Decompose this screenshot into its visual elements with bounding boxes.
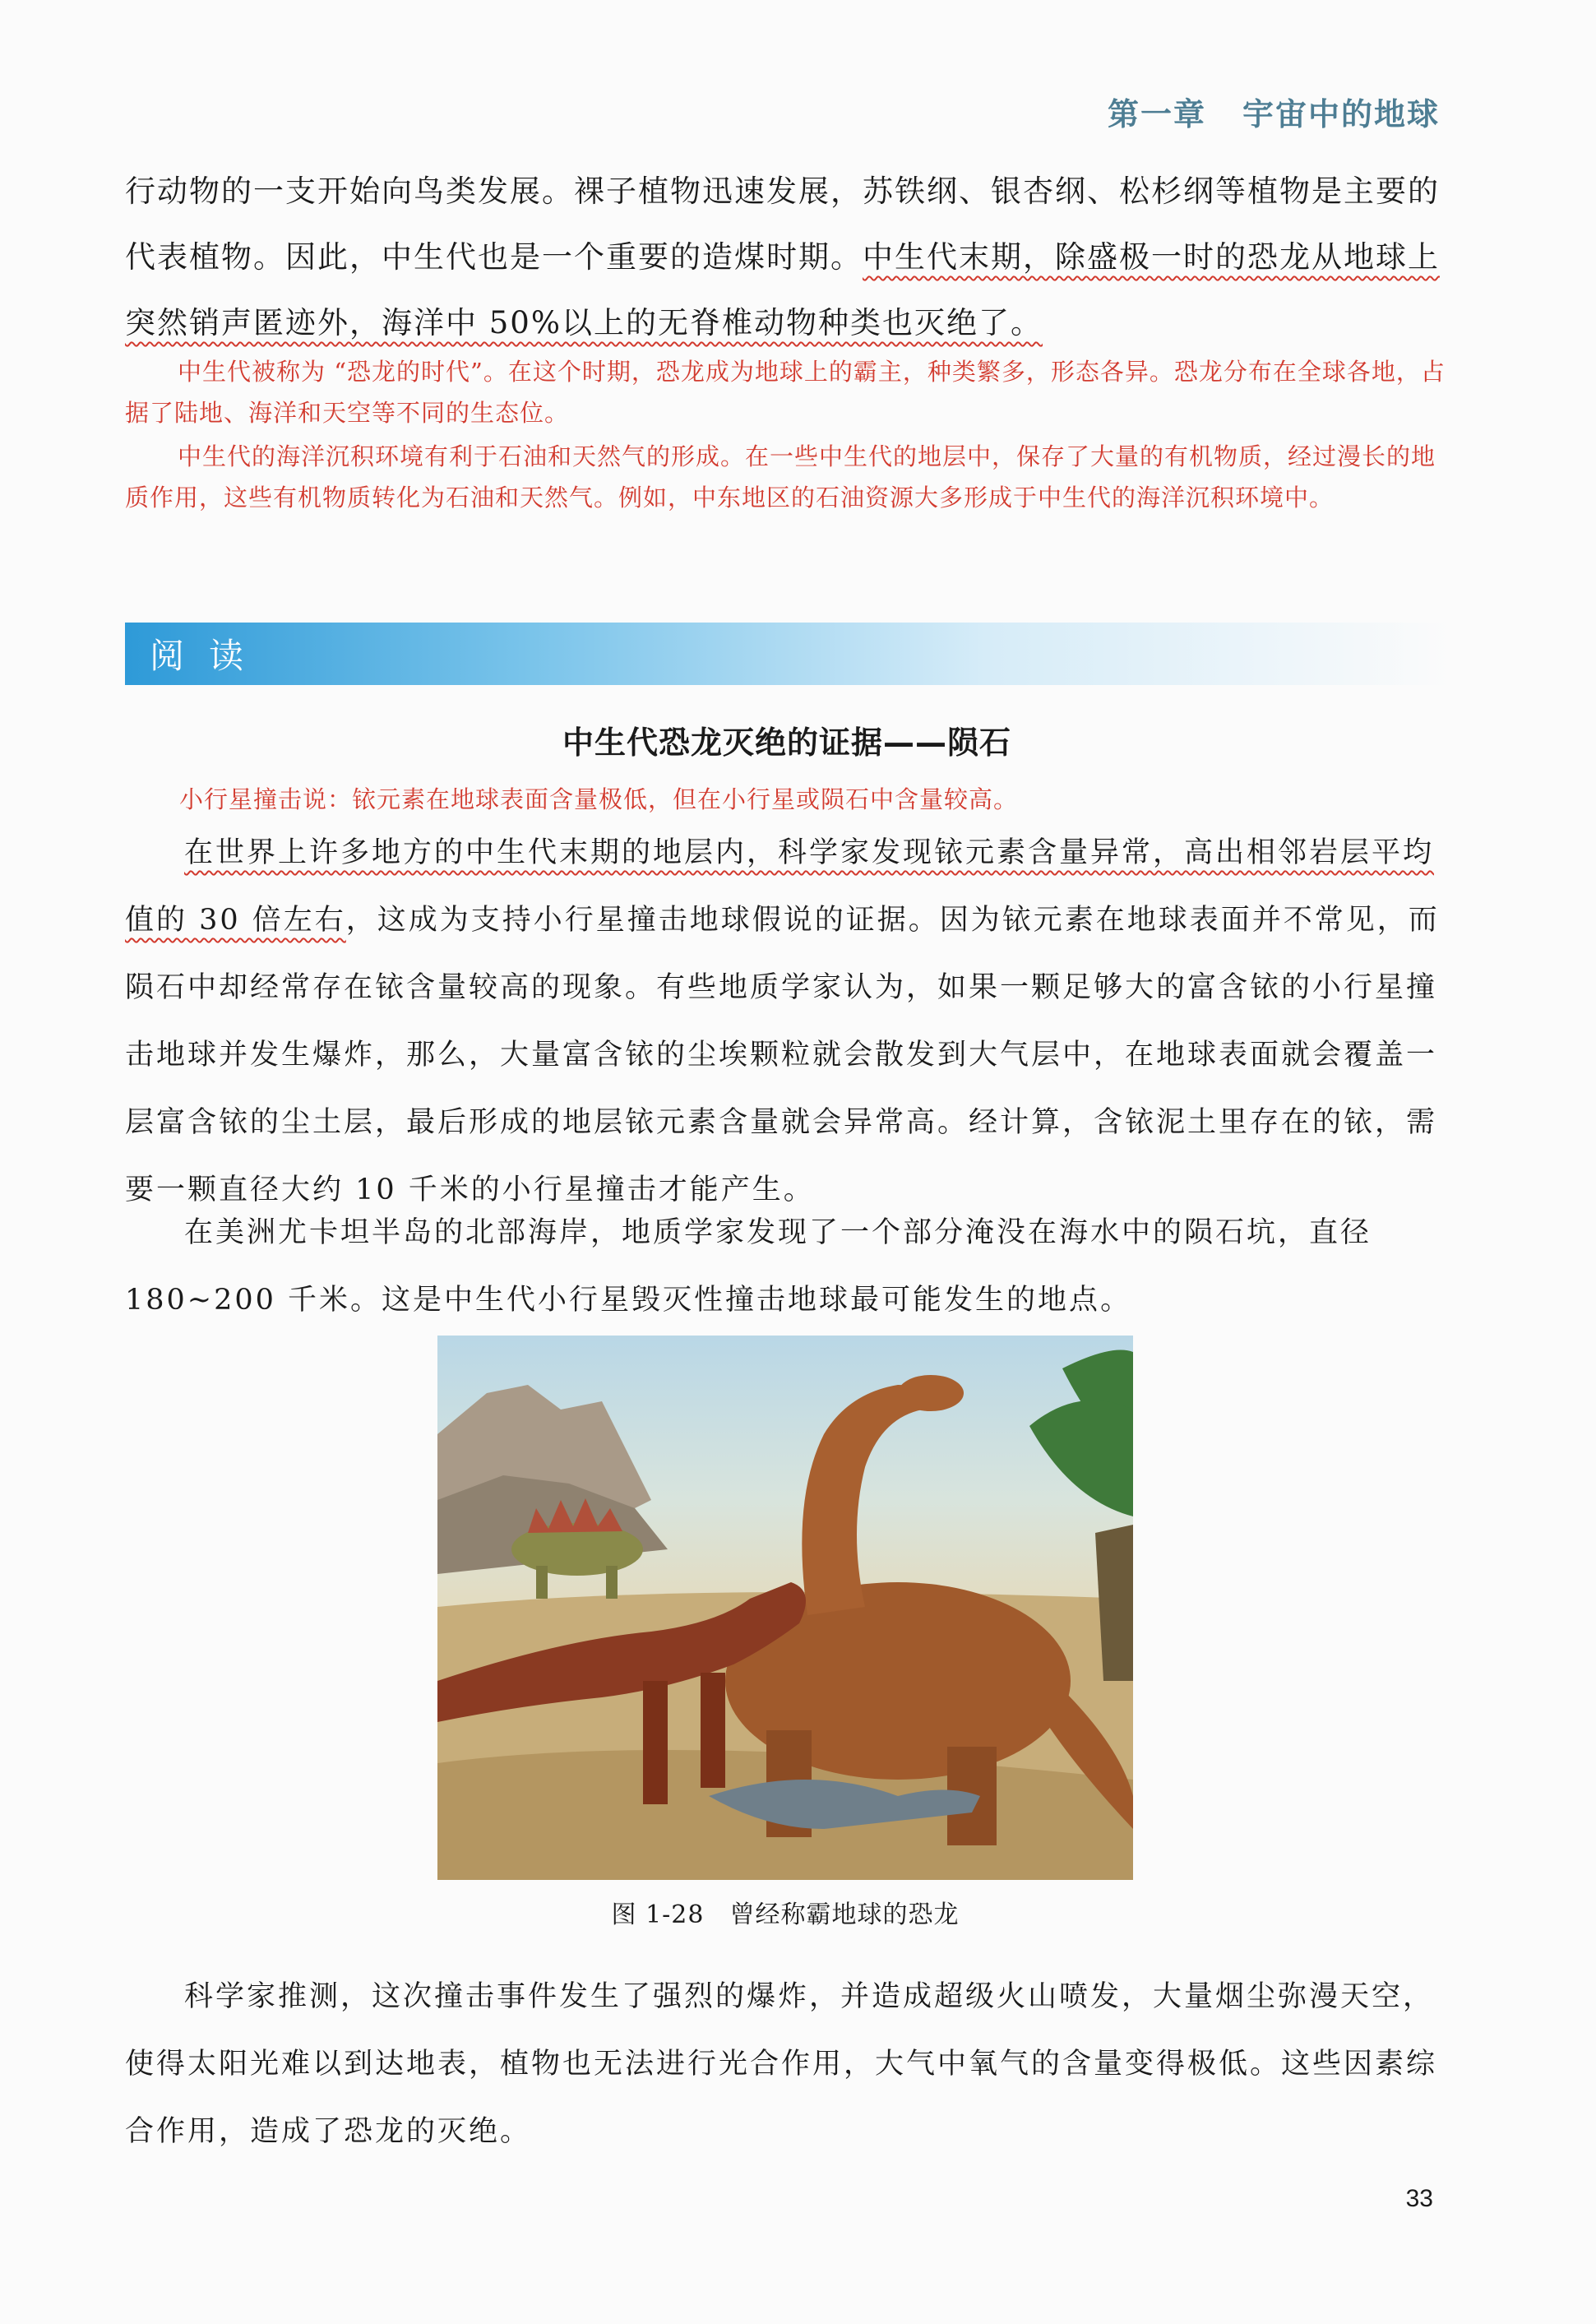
reading-label: 阅读 (150, 636, 269, 676)
reading-paragraph-text: 科学家推测，这次撞击事件发生了强烈的爆炸，并造成超级火山喷发，大量烟尘弥漫天空，使得太阳光难以到达地表，植物也无法进行光合作用，大气中氧气的含量变得极低。这些因素综合作用，造成了恐龙的灭绝。 (125, 1980, 1438, 2148)
underlined-evidence: 在世界上许多地方的中生代末期的地层内，科学家发现铱元素含量异常，高出相邻岩层平均值的 30 倍左右 (125, 836, 1435, 937)
annotation-text: 中生代的海洋沉积环境有利于石油和天然气的形成。在一些中生代的地层中，保存了大量的有机物质，经过漫长的地质作用，这些有机物质转化为石油和天然气。例如，中东地区的石油资源大多形成于中生代的海洋沉积环境中。 (125, 442, 1436, 512)
article-title: 中生代恐龙灭绝的证据——陨石 (562, 725, 1011, 761)
underlined-sentence: 中生代末期，除盛极一时的恐龙从地球上突然销声匿迹外，海洋中 50%以上的无脊椎动物种类也灭绝了。 (125, 239, 1440, 340)
top-paragraph (125, 159, 1446, 356)
reading-paragraph (125, 1963, 1446, 2165)
annotation-note (125, 351, 1449, 433)
dinosaur-image (437, 1336, 1133, 1880)
figure-caption: 图 1-28 曾经称霸地球的恐龙 (611, 1900, 960, 1929)
page-number: 33 (1405, 2185, 1433, 2212)
top-paragraph-text: 行动物的一支开始向鸟类发展。裸子植物迅速发展，苏铁纲、银杏纲、松杉纲等植物是主要的代表植物。因此，中生代也是一个重要的造煤时期。 (125, 174, 1440, 275)
chapter-number: 第一章 (1107, 96, 1206, 132)
chapter-header (1108, 89, 1440, 134)
dinosaur-illustration (437, 1336, 1133, 1880)
chapter-title: 宇宙中的地球 (1242, 96, 1440, 132)
reading-paragraph-text: 在美洲尤卡坦半岛的北部海岸，地质学家发现了一个部分淹没在海水中的陨石坑，直径 180~200 千米。这是中生代小行星毁灭性撞击地球最可能发生的地点。 (125, 1216, 1372, 1317)
annotation-text: 中生代被称为 “恐龙的时代”。在这个时期，恐龙成为地球上的霸主，种类繁多，形态各异。恐龙分布在全球各地，占据了陆地、海洋和天空等不同的生态位。 (125, 358, 1446, 427)
annotation-note: 小行星撞击说：铱元素在地球表面含量极低，但在小行星或陨石中含量较高。 (179, 785, 1019, 813)
reading-paragraph-text: ，这成为支持小行星撞击地球假说的证据。因为铱元素在地球表面并不常见，而陨石中却经常存在铱含量较高的现象。有些地质学家认为，如果一颗足够大的富含铱的小行星撞击地球并发生爆炸，那么，大量富含铱的尘埃颗粒就会散发到大气层中，在地球表面就会覆盖一层富含铱的尘土层，最后形成的地层铱元素含量就会异常高。经计算，含铱泥土里存在的铱，需要一颗直径大约 10 千米的小行星撞击才能产生。 (125, 904, 1440, 1206)
annotation-note (125, 436, 1449, 518)
reading-banner (125, 623, 1449, 685)
reading-paragraph (125, 1199, 1446, 1334)
reading-paragraph (125, 819, 1446, 1224)
